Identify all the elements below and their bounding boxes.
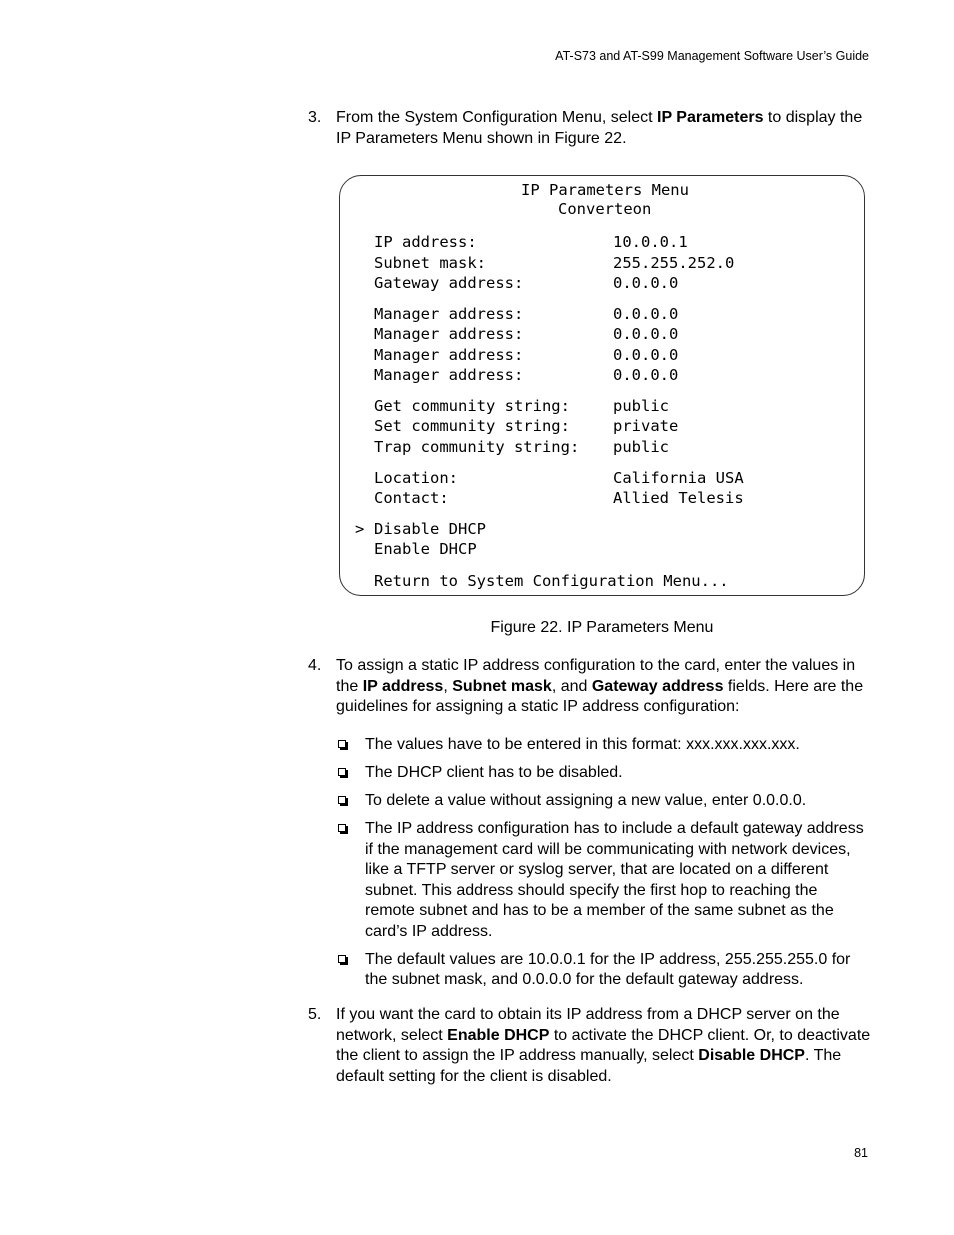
step-number: 3. [308, 109, 322, 126]
checkbox-bullet-icon [338, 768, 346, 776]
menu-option-name: Enable DHCP [447, 1026, 550, 1044]
field-value[interactable]: 0.0.0.0 [613, 325, 679, 343]
list-item-text: The default values are 10.0.0.1 for the IP address, 255.255.255.0 for the subnet mask, and 0.0.0.0 for the default gateway address. [365, 950, 851, 988]
menu-subtitle: Converteon [558, 200, 652, 218]
field-label: Manager address: [374, 325, 524, 343]
disable-dhcp-option[interactable]: Disable DHCP [374, 520, 486, 538]
list-item [336, 950, 871, 991]
field-label: Subnet mask: [374, 254, 486, 272]
checkbox-bullet-icon [338, 796, 346, 804]
field-value[interactable]: 0.0.0.0 [613, 274, 679, 292]
field-label: Location: [374, 469, 458, 487]
step-text-part: , and [551, 677, 592, 695]
step-text-part: To assign a static IP address configuration to the card, enter the values in the [336, 657, 856, 695]
field-label: Trap community string: [374, 438, 580, 456]
list-item-text: The DHCP client has to be disabled. [365, 764, 623, 781]
step-text-part: . The default setting for the client is disabled. [336, 1047, 842, 1085]
guideline-list [336, 735, 871, 998]
list-item-text: To delete a value without assigning a new value, enter 0.0.0.0. [365, 792, 807, 809]
list-item [336, 735, 871, 756]
return-option[interactable]: Return to System Configuration Menu... [374, 572, 729, 590]
running-header: AT-S73 and AT-S99 Management Software User’s Guide [555, 49, 869, 63]
field-value[interactable]: private [613, 417, 679, 435]
menu-option-name: IP Parameters [657, 109, 764, 126]
field-value[interactable]: Allied Telesis [613, 489, 744, 507]
field-name: Gateway address [591, 677, 724, 695]
menu-title: IP Parameters Menu [521, 181, 689, 199]
checkbox-bullet-icon [338, 955, 346, 963]
step-text-part: to activate the DHCP client. Or, to deactivate the client to assign the IP address manually, select [336, 1026, 871, 1064]
field-value[interactable]: 255.255.252.0 [613, 254, 735, 272]
step-number: 4. [308, 657, 322, 674]
page-number: 81 [854, 1146, 868, 1160]
field-value[interactable]: 0.0.0.0 [613, 366, 679, 384]
list-item [336, 763, 871, 784]
field-value[interactable]: public [613, 438, 669, 456]
step-text-part: , [443, 677, 453, 695]
terminal-screen [339, 175, 865, 596]
field-label: Gateway address: [374, 274, 524, 292]
field-name: Subnet mask [452, 677, 552, 695]
step-text [336, 1005, 876, 1087]
enable-dhcp-option[interactable]: Enable DHCP [374, 540, 477, 558]
field-value[interactable]: California USA [613, 469, 744, 487]
field-name: IP address [362, 677, 444, 695]
step-number: 5. [308, 1006, 322, 1023]
field-value[interactable]: public [613, 397, 669, 415]
field-label: Contact: [374, 489, 449, 507]
list-item [336, 819, 871, 942]
field-label: Manager address: [374, 305, 524, 323]
selection-cursor: > [355, 520, 365, 538]
checkbox-bullet-icon [338, 740, 346, 748]
field-value[interactable]: 0.0.0.0 [613, 346, 679, 364]
step-text-part: fields. Here are the guidelines for assigning a static IP address configuration: [336, 677, 864, 715]
step-text-part: If you want the card to obtain its IP address from a DHCP server on the network, select [336, 1006, 840, 1044]
step-text [336, 656, 876, 718]
field-label: Manager address: [374, 366, 524, 384]
list-item-text: The values have to be entered in this format: xxx.xxx.xxx.xxx. [365, 736, 800, 753]
field-label: Set community string: [374, 417, 570, 435]
figure-caption: Figure 22. IP Parameters Menu [490, 619, 714, 636]
field-value[interactable]: 0.0.0.0 [613, 305, 679, 323]
list-item [336, 791, 871, 812]
field-label: IP address: [374, 233, 477, 251]
step-text [336, 108, 876, 149]
step-text-part: to display the IP Parameters Menu shown in Figure 22. [336, 109, 863, 147]
menu-option-name: Disable DHCP [698, 1047, 805, 1064]
step-text-part: From the System Configuration Menu, select [336, 109, 658, 126]
field-value[interactable]: 10.0.0.1 [613, 233, 688, 251]
list-item-text: The IP address configuration has to include a default gateway address if the management card will be communicating with network devices, like a TFTP server or syslog server, that are located on a different subnet. This address should specify the first hop to reaching the remote subnet and has to be a member of the same subnet as the card’s IP address. [365, 820, 864, 940]
field-label: Get community string: [374, 397, 570, 415]
checkbox-bullet-icon [338, 824, 346, 832]
field-label: Manager address: [374, 346, 524, 364]
